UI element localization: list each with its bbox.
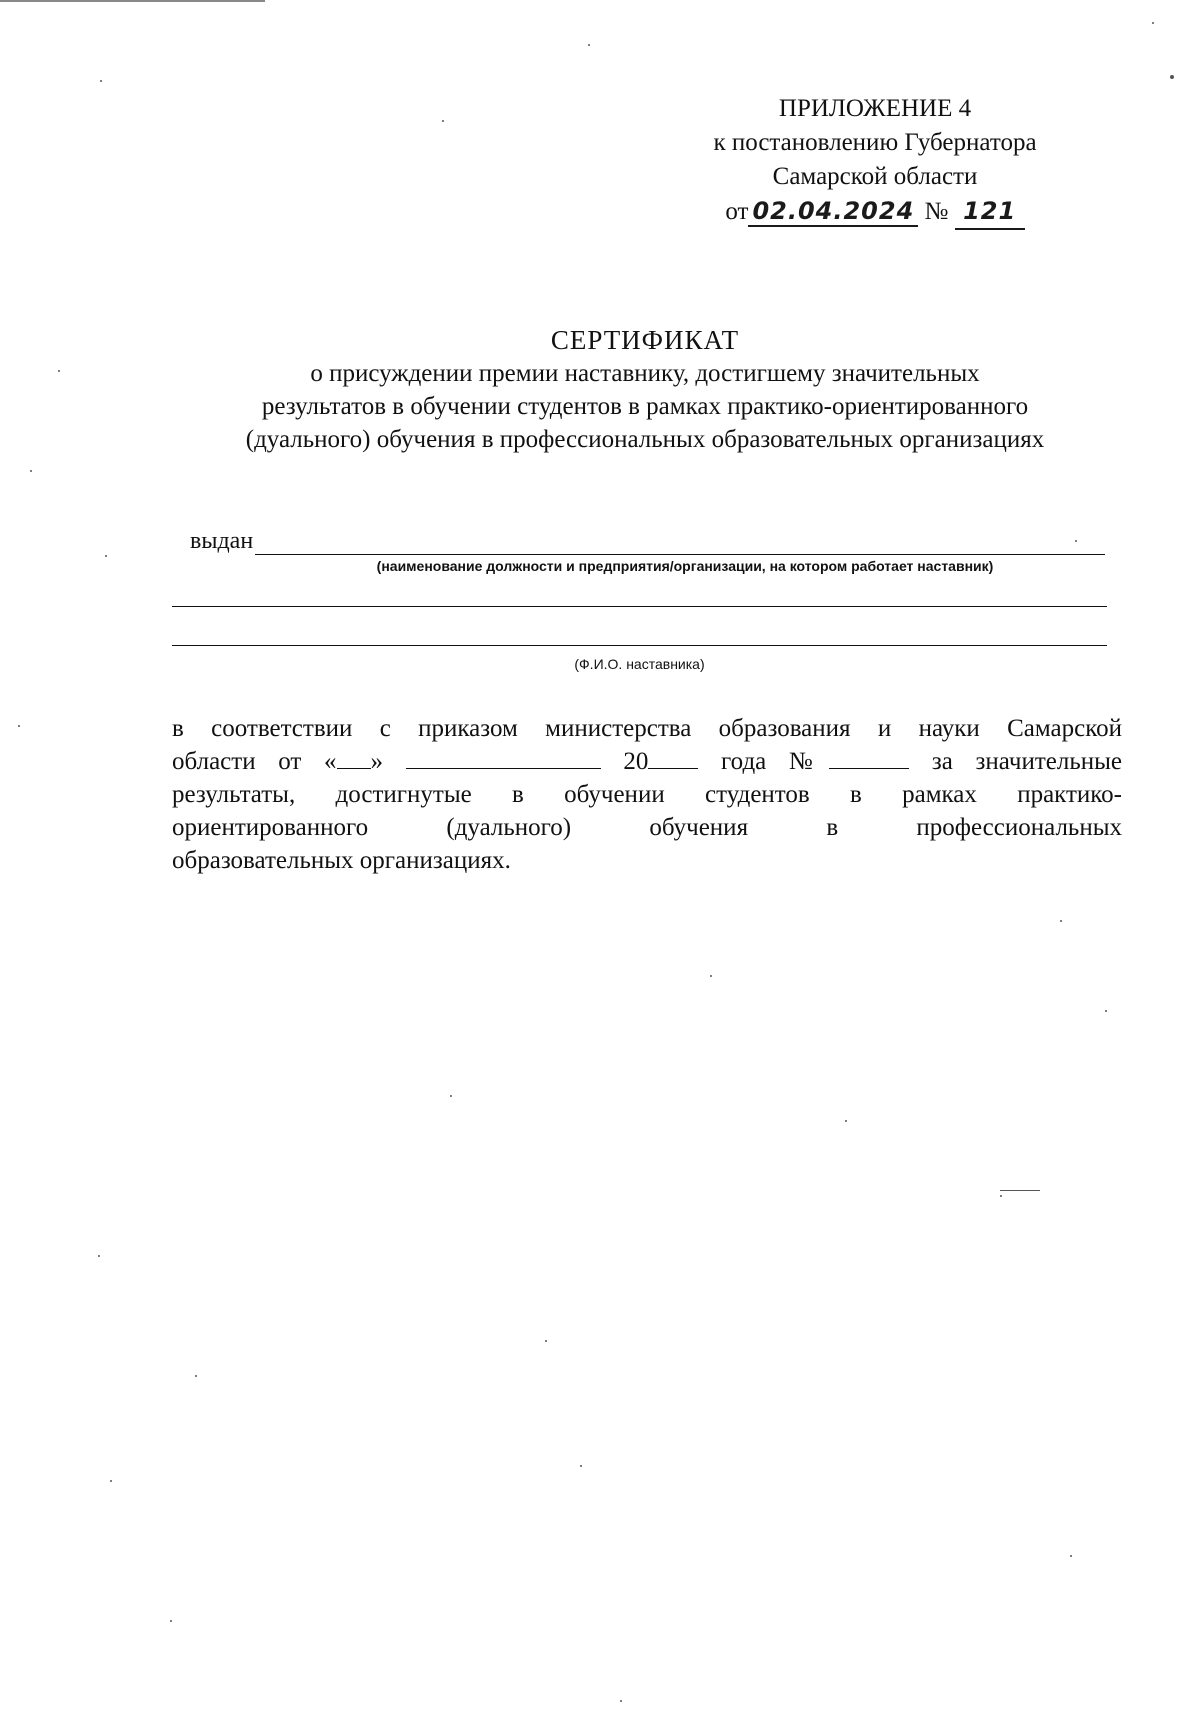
- handwritten-date: 02.04.2024: [748, 197, 918, 227]
- scan-speck: [1170, 75, 1174, 79]
- body-line-with-blanks: [172, 745, 1122, 778]
- scan-speck: [30, 470, 32, 472]
- handwritten-number: 121: [955, 194, 1025, 230]
- scan-speck: [1152, 22, 1154, 24]
- scan-speck: [110, 1480, 112, 1482]
- certificate-subtitle-line: результатов в обучении студентов в рамках практико-ориентированного: [261, 393, 1029, 420]
- body-line: в соответствии с приказом министерства образования и науки Самарской: [172, 715, 1122, 742]
- certificate-subtitle-line: о присуждении премии наставнику, достигшему значительных: [310, 360, 980, 387]
- issued-label: выдан: [190, 528, 254, 554]
- certificate-title: СЕРТИФИКАТ: [550, 325, 740, 355]
- position-caption: (наименование должности и предприятия/организации, на котором работает наставник): [376, 558, 994, 574]
- order-date-quote-close: »: [370, 748, 384, 775]
- date-prefix: от: [725, 198, 749, 225]
- scan-speck: [580, 1465, 582, 1467]
- scan-speck: [545, 1340, 547, 1342]
- appendix-title: ПРИЛОЖЕНИЕ 4: [778, 95, 972, 122]
- scan-speck: [620, 1700, 622, 1702]
- scan-speck: [170, 1620, 172, 1622]
- appendix-region-line: Самарской области: [772, 163, 978, 190]
- order-number-blank[interactable]: [829, 746, 909, 769]
- issued-row: [190, 528, 1105, 555]
- number-sign: №: [924, 198, 949, 225]
- order-day-blank[interactable]: [337, 746, 371, 769]
- certificate-subtitle-line: (дуального) обучения в профессиональных образовательных организациях: [245, 426, 1045, 453]
- order-tail-text: за значительные: [931, 748, 1122, 775]
- scan-speck: [450, 1095, 452, 1097]
- scan-speck: [845, 1120, 847, 1122]
- scan-speck: [1000, 1195, 1002, 1197]
- issued-position-field[interactable]: [255, 530, 1105, 555]
- appendix-date-line: [640, 194, 1110, 230]
- order-number-label: года №: [721, 748, 830, 775]
- order-month-blank[interactable]: [406, 746, 601, 769]
- scan-speck: [195, 1375, 197, 1377]
- scan-speck: [1060, 920, 1062, 922]
- body-line: результаты, достигнутые в обучении студентов в рамках практико-: [172, 781, 1122, 808]
- scan-speck: [442, 120, 444, 122]
- body-paragraph: [172, 712, 1122, 877]
- scan-speck: [588, 44, 590, 46]
- appendix-decree-line: к постановлению Губернатора: [713, 129, 1037, 156]
- body-line: образовательных организациях.: [172, 847, 511, 874]
- order-date-prefix: области от «: [172, 748, 337, 775]
- scan-speck: [18, 725, 20, 727]
- scan-speck: [98, 1255, 100, 1257]
- mentor-name-field[interactable]: [172, 645, 1107, 646]
- position-continuation-line[interactable]: [172, 606, 1107, 607]
- mentor-name-caption: (Ф.И.О. наставника): [574, 656, 705, 672]
- scan-speck: [1105, 1010, 1107, 1012]
- order-year-blank[interactable]: [648, 746, 698, 769]
- certificate-title-block: [150, 324, 1140, 456]
- scan-speck: [710, 975, 712, 977]
- scan-speck: [1000, 1190, 1040, 1191]
- scan-speck: [1070, 1555, 1072, 1557]
- scan-edge-line: [0, 0, 265, 2]
- scan-speck: [100, 80, 102, 82]
- body-line: ориентированного (дуального) обучения в профессиональных: [172, 814, 1122, 841]
- appendix-header: [640, 92, 1110, 230]
- scan-speck: [58, 370, 60, 372]
- scan-speck: [105, 555, 107, 557]
- order-year-prefix: 20: [623, 748, 649, 775]
